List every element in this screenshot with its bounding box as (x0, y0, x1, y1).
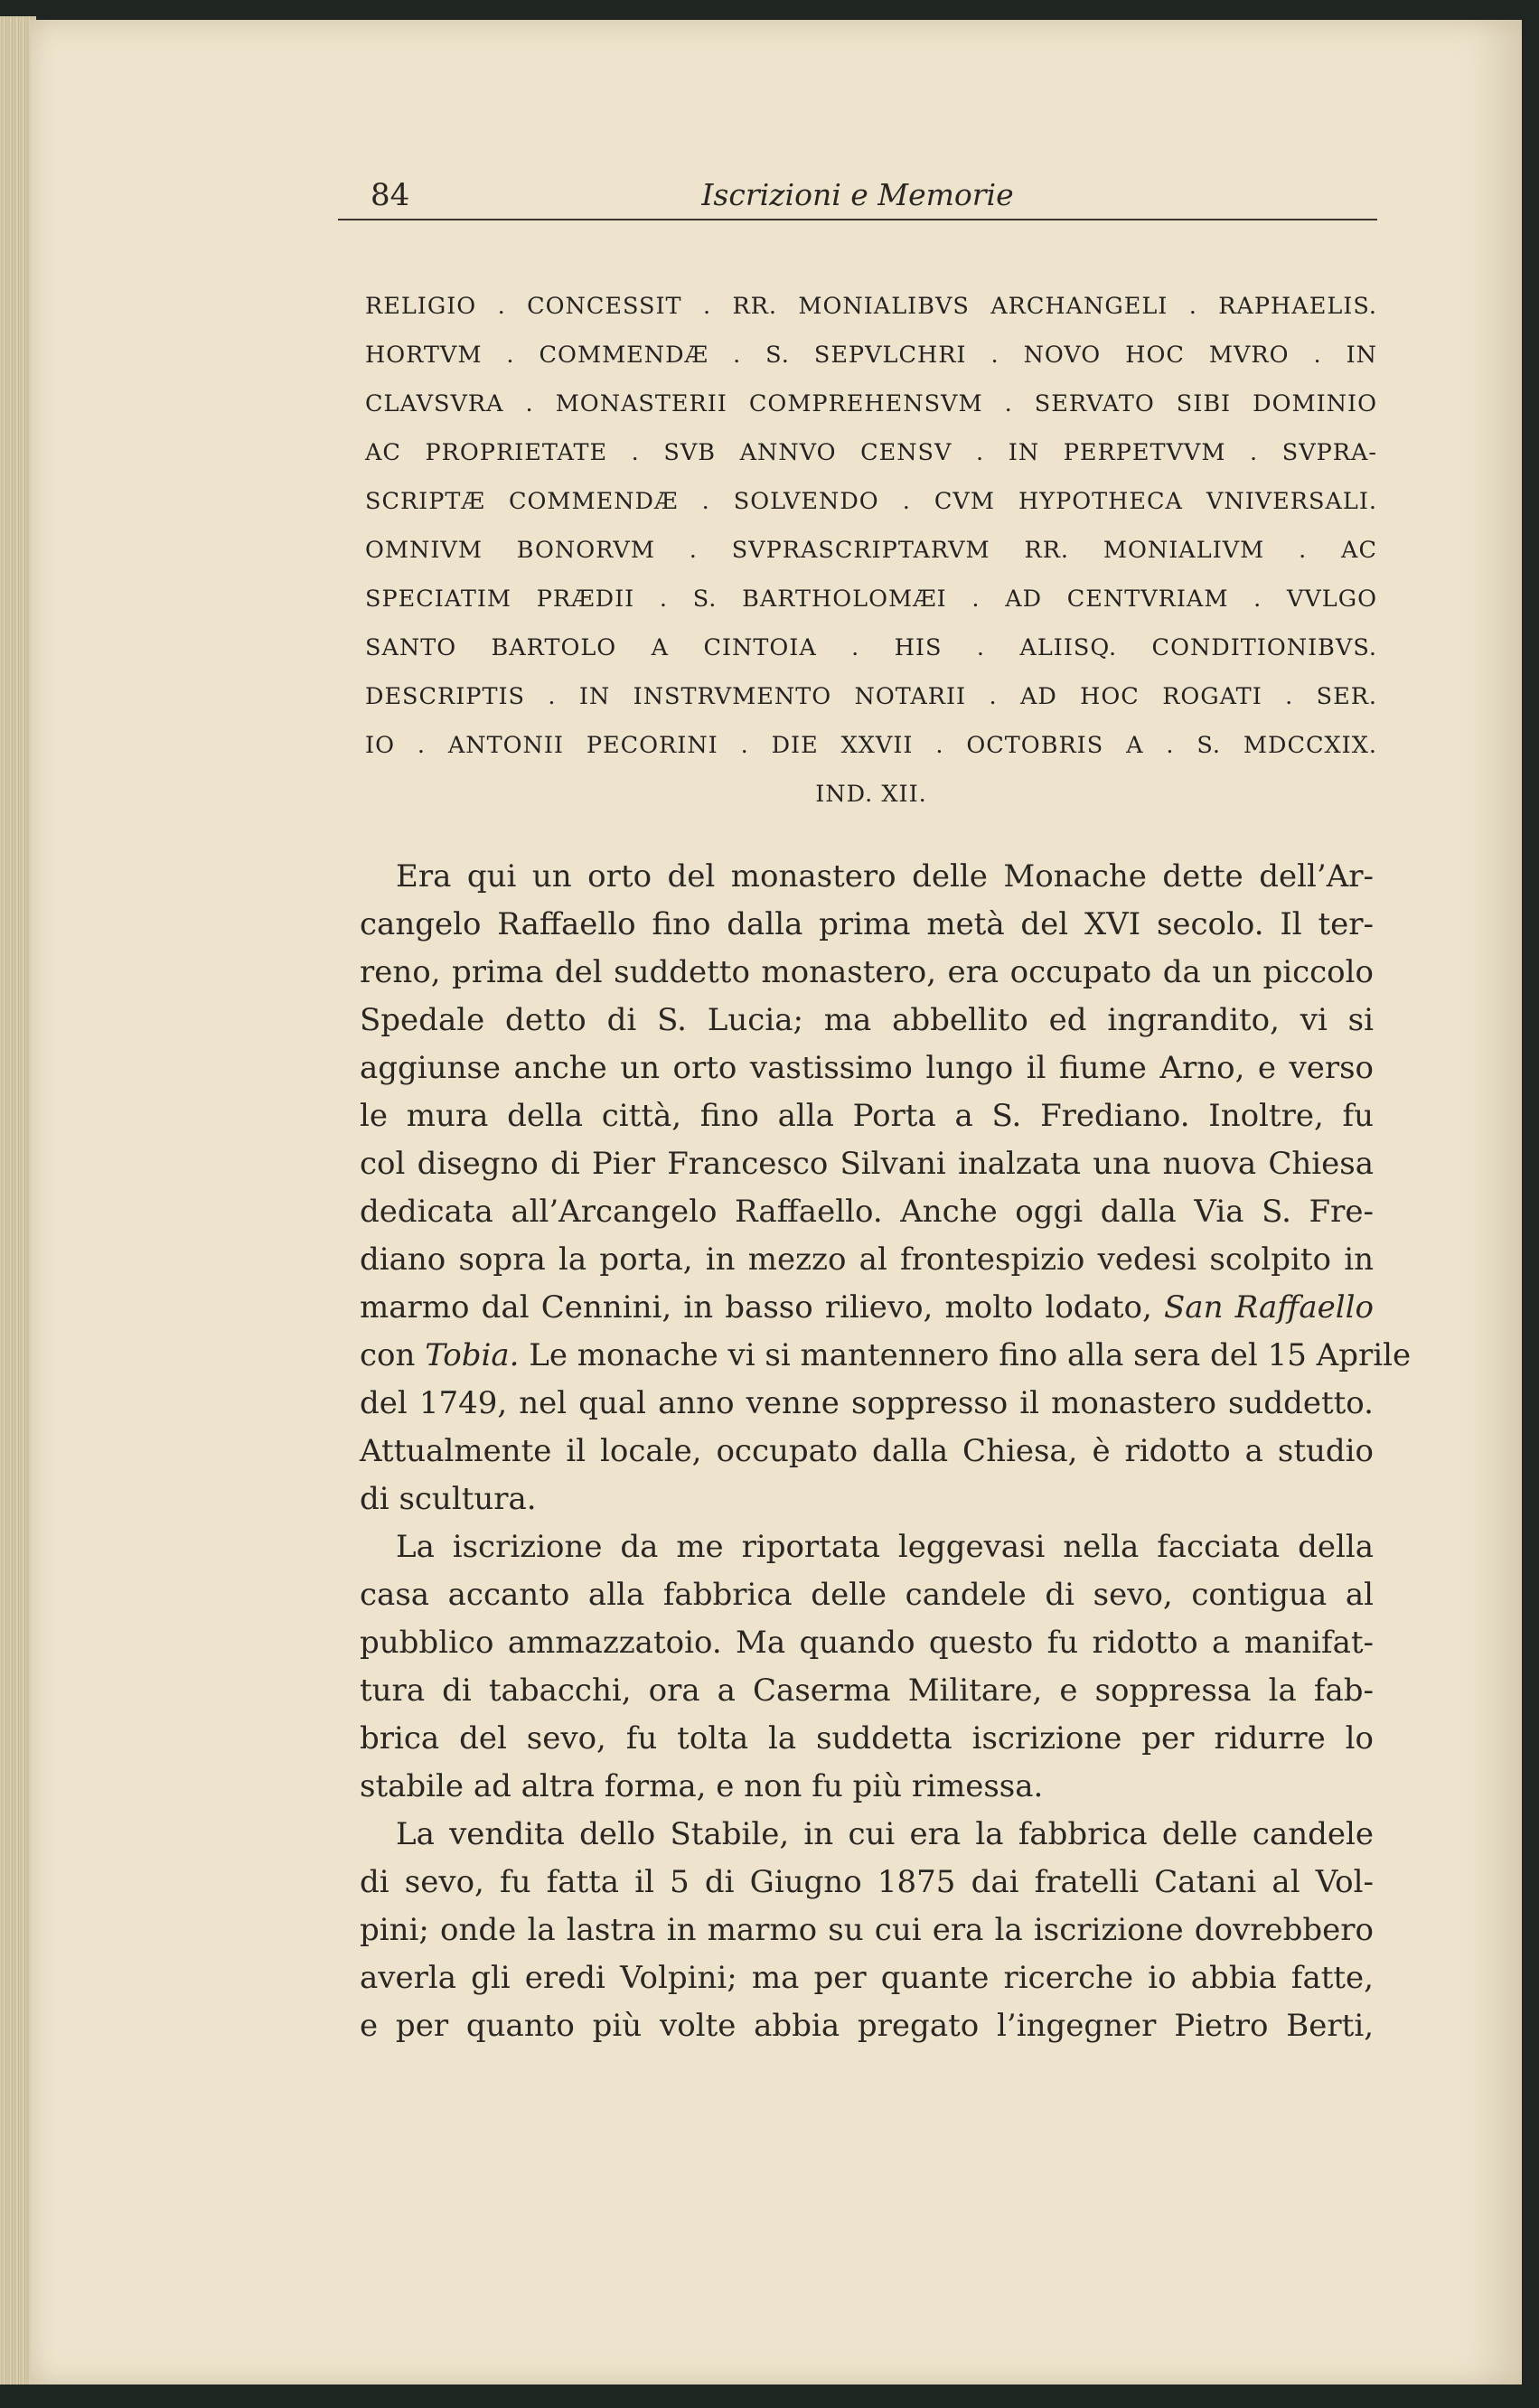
text-line: tura di tabacchi, ora a Caserma Militare, e soppressa la fab- (360, 1672, 1374, 1709)
text-line: e per quanto più volte abbia pregato l’ingegner Pietro Berti, (360, 2008, 1374, 2044)
italic-title: Tobia. (425, 1337, 520, 1373)
text-line: dedicata all’Arcangelo Raffaello. Anche oggi dalla Via S. Fre- (360, 1194, 1374, 1230)
running-title: Iscrizioni e Memorie (701, 177, 1014, 212)
text-line: diano sopra la porta, in mezzo al frontespizio vedesi scolpito in (360, 1241, 1374, 1278)
text-line: pini; onde la lastra in marmo su cui era la iscrizione dovrebbero (360, 1912, 1374, 1948)
text-line: reno, prima del suddetto monastero, era occupato da un piccolo (360, 954, 1374, 990)
text-line: La iscrizione da me riportata leggevasi nella facciata della (396, 1529, 1374, 1565)
inscription-line: HORTVM . COMMENDÆ . S. SEPVLCHRI . NOVO HOC MVRO . IN (365, 342, 1377, 369)
inscription-line: AC PROPRIETATE . SVB ANNVO CENSV . IN PERPETVVM . SVPRA- (365, 439, 1377, 466)
inscription-block (365, 282, 1377, 819)
inscription-line: DESCRIPTIS . IN INSTRVMENTO NOTARII . AD HOC ROGATI . SER. (365, 683, 1377, 710)
text-line: stabile ad altra forma, e non fu più rimessa. (360, 1768, 1044, 1804)
text-line: di sevo, fu fatta il 5 di Giugno 1875 dai fratelli Catani al Vol- (360, 1864, 1374, 1900)
inscription-line: SCRIPTÆ COMMENDÆ . SOLVENDO . CVM HYPOTHECA VNIVERSALI. (365, 488, 1377, 515)
text-line (360, 1284, 1374, 1332)
inscription-line: OMNIVM BONORVM . SVPRASCRIPTARVM RR. MONIALIVM . AC (365, 537, 1377, 564)
text-line: brica del sevo, fu tolta la suddetta iscrizione per ridurre lo (360, 1720, 1374, 1757)
page-header (338, 164, 1377, 220)
text-segment: marmo dal Cennini, in basso rilievo, molto lodato, (360, 1289, 1152, 1326)
text-line: Spedale detto di S. Lucia; ma abbellito ed ingrandito, vi si (360, 1002, 1374, 1038)
inscription-line: CLAVSVRA . MONASTERII COMPREHENSVM . SERVATO SIBI DOMINIO (365, 390, 1377, 417)
text-line: casa accanto alla fabbrica delle candele di sevo, contigua al (360, 1577, 1374, 1613)
text-line: di scultura. (360, 1481, 537, 1517)
inscription-line: RELIGIO . CONCESSIT . RR. MONIALIBVS ARCHANGELI . RAPHAELIS. (365, 293, 1377, 320)
text-line: Attualmente il locale, occupato dalla Chiesa, è ridotto a studio (360, 1433, 1374, 1469)
inscription-line: SANTO BARTOLO A CINTOIA . HIS . ALIISQ. CONDITIONIBVS. (365, 634, 1377, 661)
text-line: cangelo Raffaello fino dalla prima metà del XVI secolo. Il ter- (360, 906, 1374, 942)
text-segment: Le monache vi si mantennero fino alla sera del 15 Aprile (529, 1337, 1412, 1373)
inscription-line: IO . ANTONII PECORINI . DIE XXVII . OCTOBRIS A . S. MDCCXIX. (365, 732, 1377, 759)
text-line: aggiunse anche un orto vastissimo lungo il fiume Arno, e verso (360, 1050, 1374, 1086)
page-number: 84 (371, 177, 410, 213)
text-line: pubblico ammazzatoio. Ma quando questo fu ridotto a manifat- (360, 1625, 1374, 1661)
body-text (360, 853, 1412, 2050)
text-line: col disegno di Pier Francesco Silvani inalzata una nuova Chiesa (360, 1146, 1374, 1182)
inscription-line: IND. XII. (815, 781, 927, 808)
text-line: averla gli eredi Volpini; ma per quante ricerche io abbia fatte, (360, 1960, 1374, 1996)
text-line (360, 1332, 1412, 1380)
italic-title: San Raffaello (1164, 1289, 1374, 1326)
text-line: La vendita dello Stabile, in cui era la fabbrica delle candele (396, 1816, 1374, 1852)
text-line: Era qui un orto del monastero delle Monache dette dell’Ar- (396, 858, 1374, 895)
text-line: le mura della città, fino alla Porta a S. Frediano. Inoltre, fu (360, 1098, 1374, 1134)
inscription-line: SPECIATIM PRÆDII . S. BARTHOLOMÆI . AD CENTVRIAM . VVLGO (365, 586, 1377, 613)
page-sheet (31, 20, 1522, 2385)
text-line: del 1749, nel qual anno venne soppresso il monastero suddetto. (360, 1385, 1374, 1421)
scan-bottom-edge (0, 2385, 1539, 2408)
text-segment: con (360, 1337, 416, 1373)
